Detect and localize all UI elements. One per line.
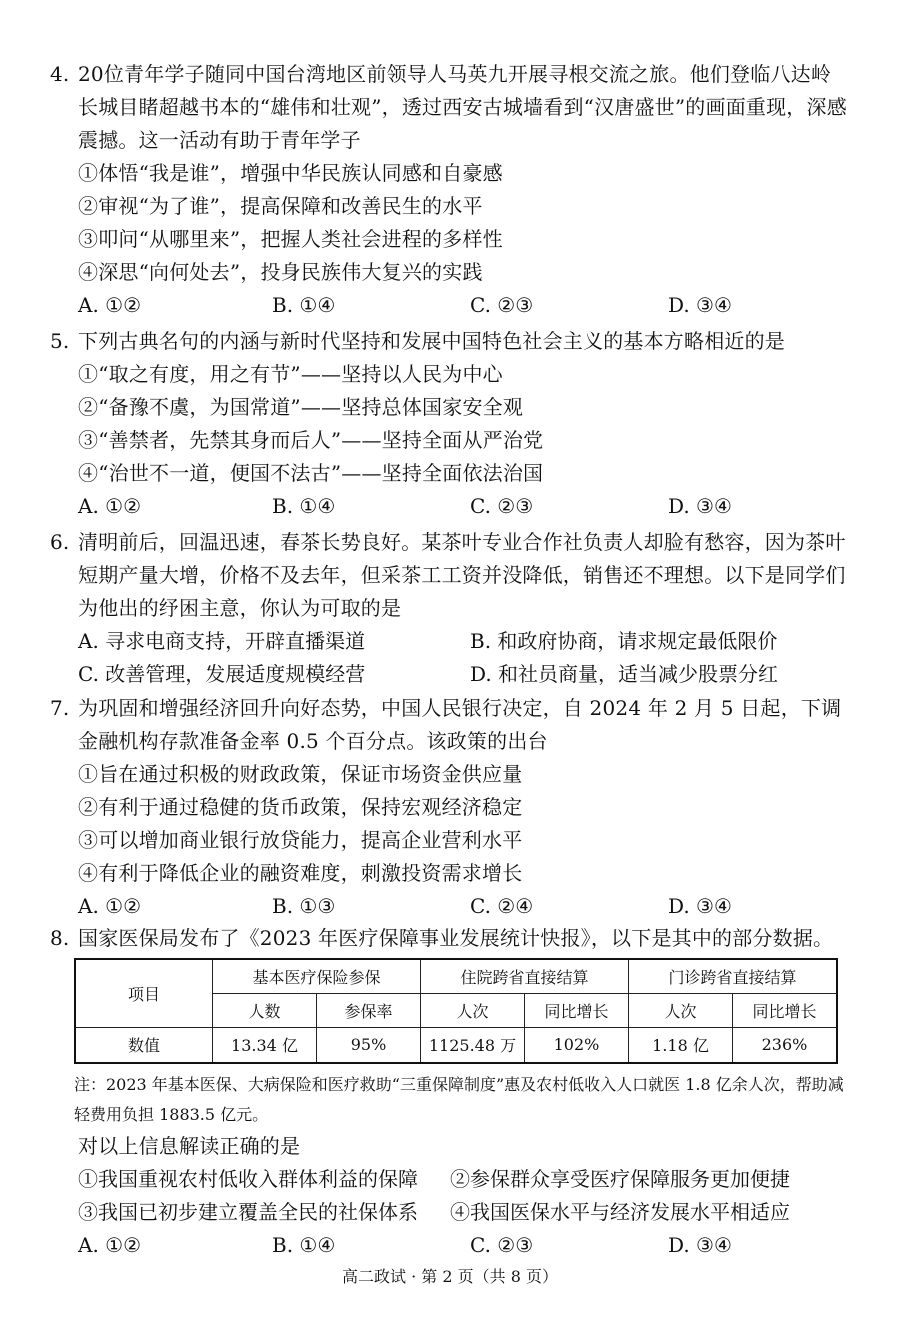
option-3: ③“善禁者，先禁其身而后人”——坚持全面从严治党 <box>78 428 544 452</box>
choice-a: A. ①② <box>78 293 142 317</box>
table-subheader: 人数 <box>213 993 317 1027</box>
question-5 <box>50 325 850 523</box>
option-1: ①体悟“我是谁”，增强中华民族认同感和自豪感 <box>78 161 503 185</box>
question-8-stem <box>50 922 850 955</box>
table-subheader: 人次 <box>421 993 525 1027</box>
choice-d: D. ③④ <box>668 894 732 918</box>
options-row-2 <box>50 1196 850 1229</box>
option-3: ③我国已初步建立覆盖全民的社保体系 <box>78 1200 418 1224</box>
choice-c: C. ②③ <box>470 1233 534 1257</box>
choice-a: A. ①② <box>78 494 142 518</box>
question-5-stem <box>50 325 850 358</box>
choices-row-1 <box>50 625 850 658</box>
choice-a: A. ①② <box>78 1233 142 1257</box>
choices-row-2 <box>50 658 850 691</box>
choices-row <box>50 1229 850 1262</box>
question-4-stem <box>50 58 850 157</box>
table-cell: 13.34 亿 <box>213 1027 317 1063</box>
question-number: 4. <box>50 62 70 86</box>
question-6-stem <box>50 526 850 625</box>
table-group-header: 门诊跨省直接结算 <box>629 959 838 993</box>
question-number: 5. <box>50 329 70 353</box>
choice-c: C. ②③ <box>470 293 534 317</box>
table-cell: 102% <box>525 1027 629 1063</box>
page-footer: 高二政试 · 第 2 页（共 8 页） <box>342 1267 558 1286</box>
question-4 <box>50 58 850 322</box>
statistics-table <box>74 958 838 1064</box>
table-row <box>75 1027 837 1063</box>
question-number: 6. <box>50 530 70 554</box>
option-2: ②“备豫不虞，为国常道”——坚持总体国家安全观 <box>78 395 524 419</box>
choice-a: A. ①② <box>78 894 142 918</box>
option-4: ④我国医保水平与经济发展水平相适应 <box>450 1200 790 1224</box>
question-8-options <box>50 1130 850 1262</box>
options-row-1 <box>50 1163 850 1196</box>
table-header-row <box>75 959 837 993</box>
table-group-header: 住院跨省直接结算 <box>421 959 629 993</box>
table-value-label: 数值 <box>75 1027 213 1063</box>
table-cell: 1125.48 万 <box>421 1027 525 1063</box>
choice-d: D. 和社员商量，适当减少股票分红 <box>470 662 779 686</box>
question-7 <box>50 692 850 923</box>
table-cell: 236% <box>733 1027 838 1063</box>
choice-d: D. ③④ <box>668 494 732 518</box>
option-3: ③可以增加商业银行放贷能力，提高企业营利水平 <box>78 828 523 852</box>
choice-b: B. ①③ <box>272 894 336 918</box>
option-4: ④“治世不一道，便国不法古”——坚持全面依法治国 <box>78 461 544 485</box>
stem-text: 清明前后，回温迅速，春茶长势良好。某茶叶专业合作社负责人却脸有愁容，因为茶叶短期产量大增，价格不及去年，但采茶工工资并没降低，销售还不理想。以下是同学们为他出的纾困主意，你认为可取的是 <box>78 530 846 620</box>
choice-b: B. ①④ <box>272 494 336 518</box>
option-3: ③叩问“从哪里来”，把握人类社会进程的多样性 <box>78 227 503 251</box>
question-number: 8. <box>50 926 70 950</box>
table-subheader: 同比增长 <box>525 993 629 1027</box>
option-1: ①我国重视农村低收入群体利益的保障 <box>78 1167 418 1191</box>
stem-text: 下列古典名句的内涵与新时代坚持和发展中国特色社会主义的基本方略相近的是 <box>78 329 785 353</box>
option-1: ①“取之有度，用之有节”——坚持以人民为中心 <box>78 362 503 386</box>
table-cell: 1.18 亿 <box>629 1027 733 1063</box>
table-group-header: 基本医疗保险参保 <box>213 959 421 993</box>
question-6 <box>50 526 850 691</box>
option-1: ①旨在通过积极的财政政策，保证市场资金供应量 <box>78 762 523 786</box>
option-2: ②参保群众享受医疗保障服务更加便捷 <box>450 1167 790 1191</box>
choice-c: C. ②④ <box>470 894 534 918</box>
option-4: ④深思“向何处去”，投身民族伟大复兴的实践 <box>78 260 483 284</box>
choice-d: D. ③④ <box>668 1233 732 1257</box>
stem-text: 20位青年学子随同中国台湾地区前领导人马英九开展寻根交流之旅。他们登临八达岭长城目睹超越书本的“雄伟和壮观”，透过西安古城墙看到“汉唐盛世”的画面重现，深感震撼。这一活动有助于青年学子 <box>78 62 847 152</box>
choice-d: D. ③④ <box>668 293 732 317</box>
table-row-header: 项目 <box>75 959 213 1027</box>
choice-b: B. ①④ <box>272 1233 336 1257</box>
option-4: ④有利于降低企业的融资难度，刺激投资需求增长 <box>78 861 523 885</box>
option-2: ②有利于通过稳健的货币政策，保持宏观经济稳定 <box>78 795 523 819</box>
table-cell: 95% <box>317 1027 421 1063</box>
choice-b: B. ①④ <box>272 293 336 317</box>
option-2: ②审视“为了谁”，提高保障和改善民生的水平 <box>78 194 483 218</box>
question-8-prompt: 对以上信息解读正确的是 <box>78 1134 301 1158</box>
stem-text: 国家医保局发布了《2023 年医疗保障事业发展统计快报》，以下是其中的部分数据。 <box>78 926 834 950</box>
stem-text: 为巩固和增强经济回升向好态势，中国人民银行决定，自 2024 年 2 月 5 日起，下调金融机构存款准备金率 0.5 个百分点。该政策的出台 <box>78 696 842 753</box>
choices-row <box>50 289 850 322</box>
question-number: 7. <box>50 696 70 720</box>
table-subheader: 参保率 <box>317 993 421 1027</box>
table-subheader: 人次 <box>629 993 733 1027</box>
table-note: 注：2023 年基本医保、大病保险和医疗救助“三重保障制度”惠及农村低收入人口就医 1.8 亿余人次，帮助减轻费用负担 1883.5 亿元。 <box>74 1075 844 1124</box>
choice-b: B. 和政府协商，请求规定最低限价 <box>470 629 778 653</box>
choices-row <box>50 890 850 923</box>
choice-a: A. 寻求电商支持，开辟直播渠道 <box>78 629 366 653</box>
choice-c: C. 改善管理，发展适度规模经营 <box>78 662 366 686</box>
question-7-stem <box>50 692 850 758</box>
choices-row <box>50 490 850 523</box>
question-8 <box>50 922 850 955</box>
choice-c: C. ②③ <box>470 494 534 518</box>
table-subheader: 同比增长 <box>733 993 838 1027</box>
